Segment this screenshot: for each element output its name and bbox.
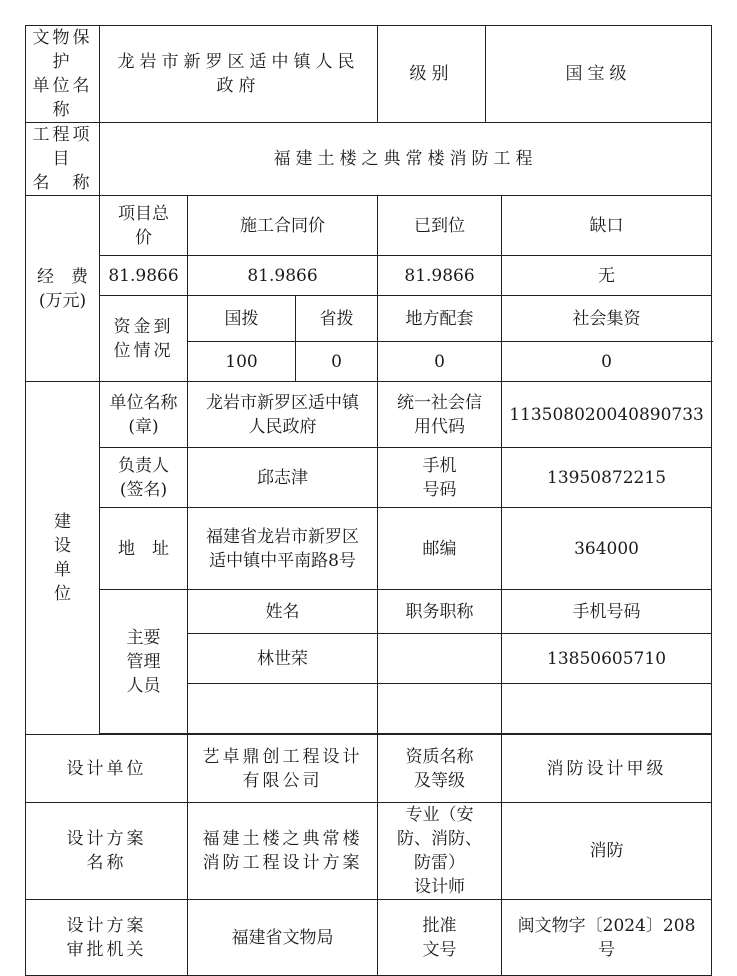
phone-value: 13950872215 bbox=[502, 448, 712, 508]
phone-label bbox=[378, 448, 502, 508]
gap-value: 无 bbox=[502, 256, 712, 296]
design-plan-label-line1: 设计方案 bbox=[66, 829, 147, 849]
design-unit-value bbox=[188, 735, 378, 803]
builder-label-char3: 单 bbox=[54, 560, 71, 580]
total-price-header-line1: 项目总 bbox=[118, 203, 169, 224]
address-value-line1: 福建省龙岩市新罗区 bbox=[206, 526, 360, 547]
builder-name-value-line1: 龙岩市新罗区适中镇 bbox=[206, 392, 360, 413]
funding-label-line2: (万元) bbox=[38, 290, 87, 311]
staff-name bbox=[188, 684, 378, 734]
builder-name-label bbox=[100, 382, 188, 448]
approval-authority-value: 福建省文物局 bbox=[188, 900, 378, 976]
designer-label-line1: 专业（安 bbox=[405, 805, 474, 825]
unit-value-line1: 龙岩市新罗区适中镇人民 bbox=[117, 52, 360, 72]
total-price-header-line2: 价 bbox=[135, 227, 152, 248]
funding-header-row bbox=[26, 196, 712, 256]
builder-label-char4: 位 bbox=[54, 584, 71, 604]
builder-label-char2: 设 bbox=[54, 536, 71, 556]
staff-title bbox=[378, 634, 502, 684]
unit-label-line2: 单位名称 bbox=[32, 76, 93, 120]
funding-label-cell bbox=[26, 196, 100, 382]
builder-name-label-line1: 单位名称 bbox=[109, 392, 178, 413]
unit-row bbox=[26, 26, 712, 123]
source-header-social: 社会集资 bbox=[502, 296, 712, 342]
approval-docno-value-line1: 闽文物字〔2024〕208 bbox=[517, 915, 696, 936]
design-plan-label-line2: 名称 bbox=[86, 853, 127, 873]
sources-label-cell bbox=[100, 296, 188, 382]
received-header-text: 已到位 bbox=[414, 215, 466, 236]
builder-label-cell bbox=[26, 382, 100, 735]
design-unit-value-line1: 艺卓鼎创工程设计 bbox=[202, 746, 363, 767]
project-label-line2: 名 称 bbox=[32, 173, 93, 193]
designer-value: 消防 bbox=[502, 803, 712, 900]
contract-price-header-text: 施工合同价 bbox=[240, 215, 326, 236]
staff-label-line3: 人员 bbox=[126, 675, 161, 696]
source-value-social: 0 bbox=[502, 342, 712, 382]
staff-name: 林世荣 bbox=[188, 634, 378, 684]
approval-docno-value bbox=[502, 900, 712, 976]
approval-docno-label bbox=[378, 900, 502, 976]
address-label: 地 址 bbox=[100, 508, 188, 590]
builder-address-row bbox=[26, 508, 712, 590]
phone-label-line2: 号码 bbox=[422, 479, 457, 500]
level-label: 级别 bbox=[409, 64, 454, 84]
builder-leader-row bbox=[26, 448, 712, 508]
project-value-cell bbox=[100, 123, 712, 196]
unit-value-line2: 政府 bbox=[216, 76, 261, 96]
level-label-cell bbox=[378, 26, 486, 123]
project-label-cell bbox=[26, 123, 100, 196]
staff-label-line2: 管理 bbox=[126, 651, 161, 672]
staff-label-line1: 主要 bbox=[126, 627, 161, 648]
source-value-local: 0 bbox=[378, 342, 502, 382]
phone-label-line1: 手机 bbox=[422, 455, 457, 476]
postcode-value: 364000 bbox=[502, 508, 712, 590]
project-label-line1: 工程项目 bbox=[32, 125, 93, 169]
project-info-form bbox=[25, 25, 712, 976]
received-header bbox=[378, 196, 502, 256]
design-plan-row bbox=[26, 803, 712, 900]
builder-name-value bbox=[188, 382, 378, 448]
sources-label-line2: 位情况 bbox=[113, 340, 174, 361]
address-value bbox=[188, 508, 378, 590]
funding-values-row bbox=[26, 256, 712, 296]
address-value-line2: 适中镇中平南路8号 bbox=[209, 550, 356, 571]
sources-label-line1: 资金到 bbox=[113, 316, 174, 337]
qualification-label bbox=[378, 735, 502, 803]
designer-label bbox=[378, 803, 502, 900]
credit-code-label bbox=[378, 382, 502, 448]
qualification-value: 消防设计甲级 bbox=[502, 735, 712, 803]
credit-code-value: 11350802004089073​3 bbox=[502, 382, 712, 448]
designer-label-line2: 防、消防、 bbox=[397, 829, 483, 849]
staff-phone bbox=[502, 684, 712, 734]
design-approval-row bbox=[26, 900, 712, 976]
source-header-national: 国拨 bbox=[188, 296, 296, 342]
staff-title bbox=[378, 684, 502, 734]
funding-label-line1: 经 费 bbox=[37, 266, 88, 287]
postcode-label: 邮编 bbox=[378, 508, 502, 590]
approval-docno-value-line2: 号 bbox=[598, 939, 616, 960]
approval-authority-label-line1: 设计方案 bbox=[66, 915, 147, 936]
project-row bbox=[26, 123, 712, 196]
design-plan-value bbox=[188, 803, 378, 900]
source-header-local: 地方配套 bbox=[378, 296, 502, 342]
builder-name-row bbox=[26, 382, 712, 448]
funding-sources-header-row bbox=[26, 296, 712, 342]
leader-label bbox=[100, 448, 188, 508]
leader-label-line1: 负责人 bbox=[118, 455, 169, 476]
designer-label-line3: 防雷） bbox=[414, 853, 466, 873]
design-unit-value-line2: 有限公司 bbox=[242, 770, 323, 791]
credit-code-label-line1: 统一社会信 bbox=[397, 392, 483, 413]
design-plan-label bbox=[26, 803, 188, 900]
staff-header-title: 职务职称 bbox=[378, 590, 502, 634]
unit-label-line1: 文物保护 bbox=[32, 28, 93, 72]
unit-label-cell bbox=[26, 26, 100, 123]
design-plan-value-line1: 福建土楼之典常楼 bbox=[202, 829, 363, 849]
level-value-cell bbox=[486, 26, 712, 123]
contract-price-value: 81.9866 bbox=[188, 256, 378, 296]
builder-label-char1: 建 bbox=[54, 512, 71, 532]
designer-label-line4: 设计师 bbox=[414, 877, 466, 897]
source-header-provincial: 省拨 bbox=[296, 296, 378, 342]
credit-code-label-line2: 用代码 bbox=[414, 416, 466, 437]
qualification-label-line2: 及等级 bbox=[414, 770, 466, 791]
builder-name-label-line2: (章) bbox=[128, 416, 159, 437]
contract-price-header bbox=[188, 196, 378, 256]
gap-header bbox=[502, 196, 712, 256]
project-value: 福建土楼之典常楼消防工程 bbox=[273, 149, 538, 169]
gap-header-text: 缺口 bbox=[589, 215, 624, 236]
design-unit-label: 设计单位 bbox=[26, 735, 188, 803]
staff-header-row bbox=[26, 590, 712, 634]
approval-authority-label-line2: 审批机关 bbox=[66, 939, 147, 960]
staff-phone: 13850605710 bbox=[502, 634, 712, 684]
approval-docno-label-line1: 批准 bbox=[422, 915, 457, 936]
source-value-national: 100 bbox=[188, 342, 296, 382]
approval-authority-label bbox=[26, 900, 188, 976]
leader-value: 邱志津 bbox=[188, 448, 378, 508]
staff-header-name: 姓名 bbox=[188, 590, 378, 634]
design-plan-value-line2: 消防工程设计方案 bbox=[202, 853, 363, 873]
total-price-header bbox=[100, 196, 188, 256]
approval-docno-label-line2: 文号 bbox=[422, 939, 457, 960]
design-unit-row bbox=[26, 735, 712, 803]
unit-value-cell bbox=[100, 26, 378, 123]
source-value-provincial: 0 bbox=[296, 342, 378, 382]
level-value: 国宝级 bbox=[565, 64, 632, 84]
total-price-value: 81.9866 bbox=[100, 256, 188, 296]
builder-name-value-line2: 人民政府 bbox=[248, 416, 317, 437]
qualification-label-line1: 资质名称 bbox=[405, 746, 474, 767]
staff-label-cell bbox=[100, 590, 188, 734]
staff-header-phone: 手机号码 bbox=[502, 590, 712, 634]
leader-label-line2: (签名) bbox=[119, 479, 168, 500]
received-value: 81.9866 bbox=[378, 256, 502, 296]
